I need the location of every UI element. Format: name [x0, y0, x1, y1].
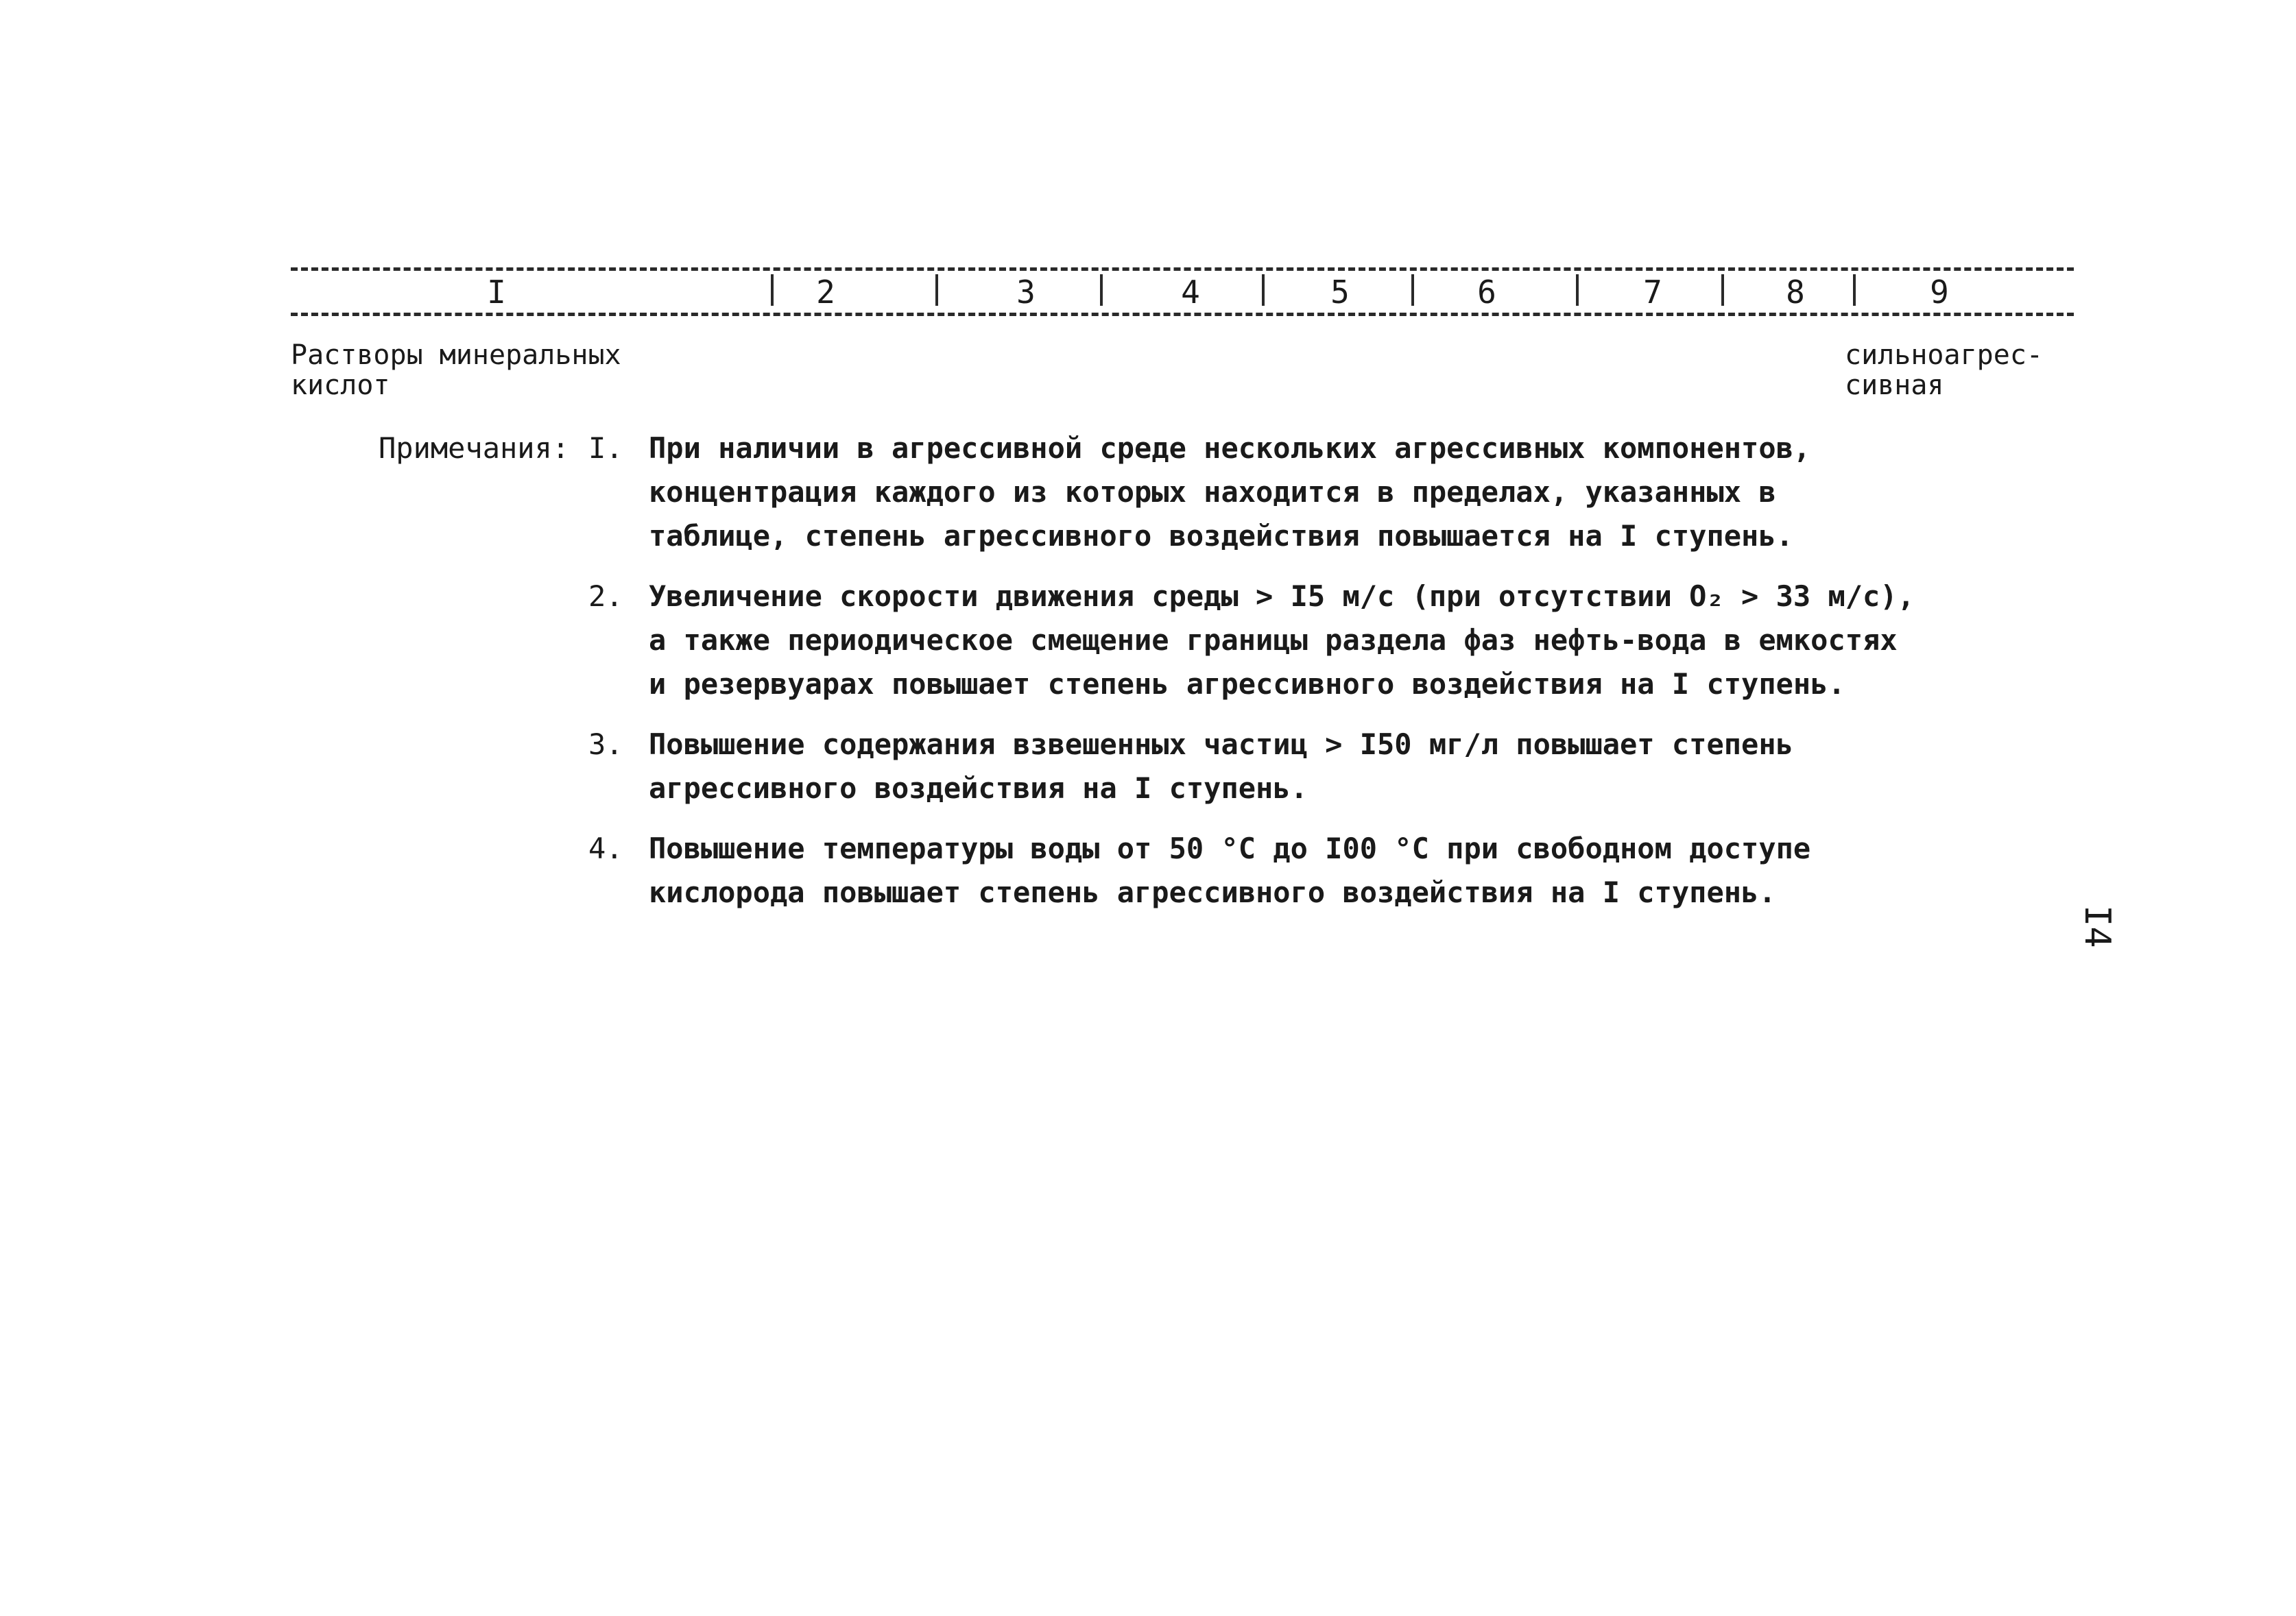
note-text: Повышение содержания взвешенных частиц > I50 мг/л повышает степень агрессивного воздействия на I ступень.: [649, 727, 1793, 805]
column-separator: [1721, 274, 1724, 306]
column-separator: [1853, 274, 1856, 306]
column-number-7: 7: [1643, 274, 1662, 311]
page-number: I4: [2077, 905, 2118, 948]
column-number-9: 9: [1930, 274, 1949, 311]
table-header-bottom-rule: [291, 313, 2074, 316]
column-separator: [1411, 274, 1414, 306]
column-number-5: 5: [1330, 274, 1350, 311]
table-column-header-row: [291, 272, 2074, 313]
column-separator: [1100, 274, 1103, 306]
column-number-8: 8: [1786, 274, 1805, 311]
column-number-2: 2: [816, 274, 835, 311]
note-number: 2.: [588, 579, 623, 613]
note-number: I.: [588, 431, 623, 465]
table-row-aggressiveness-degree: сильноагрес- сивная: [1845, 339, 2043, 401]
column-number-1: I: [487, 274, 506, 311]
column-separator: [1262, 274, 1265, 306]
note-text: Увеличение скорости движения среды > I5 м/с (при отсутствии O₂ > 33 м/с), а также периодическое смещение границы раздела фаз нефть-вода в емкостях и резервуарах повышает степень агрессивного воздействия на I ступень.: [649, 579, 1915, 701]
table-top-rule: [291, 267, 2074, 271]
note-text: При наличии в агрессивной среде нескольких агрессивных компонентов, концентрация каждого из которых находится в пределах, указанных в таблице, степень агрессивного воздействия повышается на I ступень.: [649, 431, 1811, 553]
table-row-label: Растворы минеральных кислот: [291, 339, 621, 401]
note-number: 3.: [588, 727, 623, 761]
column-separator: [935, 274, 938, 306]
note-text: Повышение температуры воды от 50 °C до I00 °C при свободном доступе кислорода повышает степень агрессивного воздействия на I ступень.: [649, 832, 1811, 909]
notes-heading: Примечания:: [379, 431, 570, 465]
column-separator: [771, 274, 774, 306]
column-number-6: 6: [1477, 274, 1496, 311]
column-number-4: 4: [1181, 274, 1200, 311]
note-number: 4.: [588, 832, 623, 865]
column-separator: [1576, 274, 1579, 306]
column-number-3: 3: [1016, 274, 1036, 311]
